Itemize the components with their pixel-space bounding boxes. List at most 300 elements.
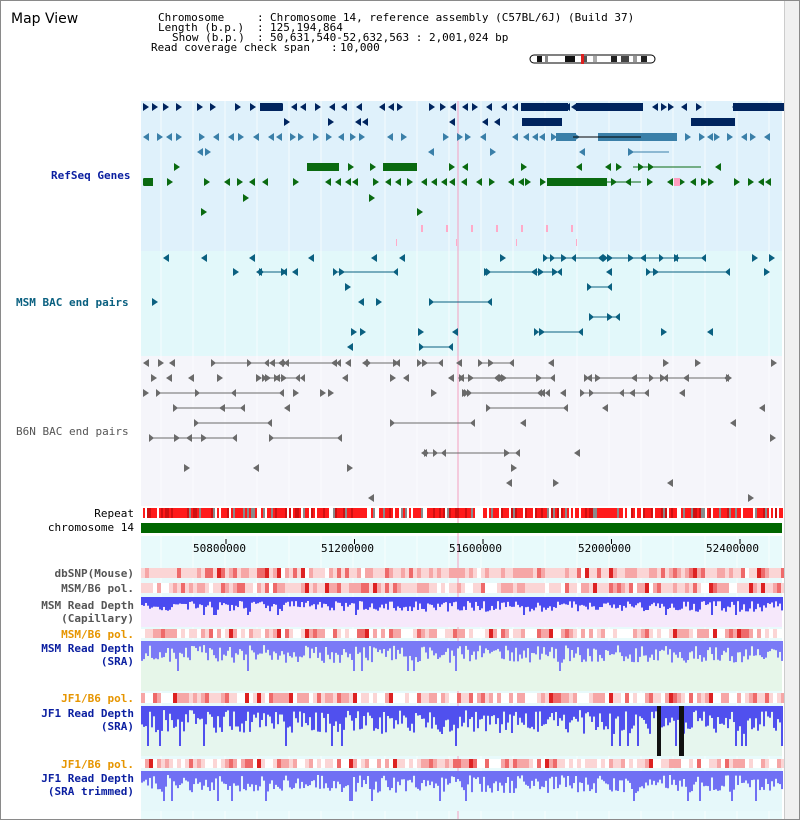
polymorphism-cell — [465, 583, 469, 593]
polymorphism-cell — [149, 629, 153, 638]
polymorphism-cell — [173, 759, 177, 768]
depth-bar — [733, 641, 735, 662]
depth-bar — [631, 771, 633, 789]
depth-bar — [543, 641, 545, 647]
depth-bar — [715, 771, 717, 789]
depth-bar — [609, 597, 611, 605]
depth-bar — [733, 771, 735, 790]
polymorphism-cell — [301, 693, 305, 703]
depth-bar — [573, 706, 575, 717]
polymorphism-cell — [189, 629, 193, 638]
depth-bar — [607, 706, 609, 729]
polymorphism-cell — [409, 629, 413, 638]
polymorphism-cell — [373, 629, 377, 638]
polymorphism-cell — [365, 759, 369, 768]
polymorphism-cell — [757, 629, 761, 638]
depth-bar — [349, 706, 351, 715]
depth-bar — [175, 597, 177, 604]
polymorphism-cell — [333, 693, 337, 703]
depth-bar — [283, 706, 285, 722]
repeat-segment — [375, 508, 377, 518]
repeat-segment — [745, 508, 747, 518]
repeat-segment — [479, 508, 481, 518]
depth-bar — [729, 706, 731, 719]
polymorphism-cell — [305, 693, 309, 703]
repeat-segment — [455, 508, 457, 518]
polymorphism-cell — [565, 568, 569, 578]
repeat-segment — [189, 508, 191, 518]
depth-bar — [741, 641, 743, 662]
depth-bar — [361, 771, 363, 787]
depth-bar — [779, 641, 781, 652]
depth-bar — [289, 771, 291, 787]
depth-bar — [259, 641, 261, 653]
depth-bar — [307, 706, 309, 725]
depth-bar — [759, 597, 761, 607]
depth-bar — [481, 771, 483, 792]
depth-bar — [669, 597, 671, 608]
depth-bar — [525, 771, 527, 785]
polymorphism-cell — [549, 568, 553, 578]
depth-bar — [415, 597, 417, 602]
depth-bar — [485, 771, 487, 792]
depth-bar — [723, 641, 725, 651]
polymorphism-cell — [613, 693, 617, 703]
depth-bar — [703, 597, 705, 601]
repeat-segment — [491, 508, 493, 518]
depth-bar — [615, 771, 617, 790]
polymorphism-cell — [709, 568, 713, 578]
polymorphism-cell — [361, 568, 365, 578]
polymorphism-cell — [721, 759, 725, 768]
polymorphism-cell — [321, 759, 325, 768]
depth-bar — [397, 706, 399, 724]
repeat-segment — [497, 508, 499, 518]
depth-bar — [321, 641, 323, 661]
depth-bar — [751, 597, 753, 601]
polymorphism-cell — [685, 629, 689, 638]
depth-bar — [199, 771, 201, 782]
repeat-segment — [361, 508, 363, 518]
polymorphism-cell — [497, 759, 501, 768]
depth-bar — [687, 641, 689, 660]
depth-bar — [205, 641, 207, 653]
depth-bar — [213, 597, 215, 615]
polymorphism-cell — [313, 759, 317, 768]
depth-bar — [711, 641, 713, 654]
repeat-segment — [501, 508, 503, 518]
depth-bar — [429, 597, 431, 604]
depth-bar — [423, 597, 425, 609]
depth-bar — [235, 597, 237, 606]
depth-bar — [401, 597, 403, 610]
polymorphism-cell — [229, 759, 233, 768]
depth-bar — [385, 706, 387, 732]
depth-bar — [611, 706, 613, 746]
depth-bar — [265, 641, 267, 653]
depth-bar — [527, 641, 529, 648]
polymorphism-cell — [693, 583, 697, 593]
depth-bar — [583, 641, 585, 660]
repeat-segment — [271, 508, 273, 518]
polymorphism-cell — [625, 583, 629, 593]
depth-bar — [259, 706, 261, 727]
depth-bar — [457, 597, 459, 609]
depth-bar — [477, 597, 479, 606]
depth-bar — [157, 597, 159, 607]
depth-bar — [179, 641, 181, 653]
depth-bar — [749, 706, 751, 718]
depth-bar — [455, 597, 457, 602]
repeat-segment — [305, 508, 307, 518]
depth-bar — [277, 706, 279, 724]
polymorphism-cell — [481, 759, 485, 768]
polymorphism-cell — [585, 583, 589, 593]
depth-bar — [539, 641, 541, 660]
polymorphism-cell — [213, 583, 217, 593]
info-separator: : — [257, 11, 264, 24]
depth-bar — [205, 706, 207, 724]
depth-bar — [329, 771, 331, 791]
depth-bar — [495, 641, 497, 650]
polymorphism-cell — [441, 583, 445, 593]
depth-bar — [267, 641, 269, 650]
depth-bar — [549, 771, 551, 778]
depth-bar — [739, 771, 741, 776]
depth-bar — [245, 641, 247, 655]
polymorphism-cell — [641, 759, 645, 768]
depth-bar — [449, 597, 451, 603]
repeat-segment — [253, 508, 255, 518]
polymorphism-cell — [717, 759, 721, 768]
depth-bar — [749, 771, 751, 787]
depth-bar — [431, 597, 433, 605]
track-label-refseq[interactable]: RefSeq Genes — [51, 169, 131, 182]
depth-bar — [373, 641, 375, 647]
polymorphism-cell — [481, 568, 485, 578]
depth-bar — [269, 597, 271, 611]
polymorphism-cell — [721, 583, 725, 593]
depth-bar — [543, 597, 545, 608]
gene-block — [521, 103, 568, 111]
depth-bar — [297, 706, 299, 723]
polymorphism-cell — [569, 629, 573, 638]
depth-bar — [251, 771, 253, 784]
depth-bar — [597, 597, 599, 610]
repeat-segment — [201, 508, 203, 518]
repeat-segment — [233, 508, 235, 518]
polymorphism-cell — [433, 583, 437, 593]
polymorphism-cell — [541, 759, 545, 768]
polymorphism-cell — [605, 629, 609, 638]
repeat-segment — [313, 508, 315, 518]
depth-bar — [609, 641, 611, 655]
polymorphism-cell — [493, 759, 497, 768]
polymorphism-cell — [533, 583, 537, 593]
polymorphism-cell — [729, 629, 733, 638]
depth-bar — [183, 771, 185, 778]
polymorphism-cell — [665, 759, 669, 768]
polymorphism-cell — [401, 629, 405, 638]
depth-bar — [577, 641, 579, 647]
polymorphism-cell — [605, 568, 609, 578]
depth-bar — [645, 706, 647, 724]
depth-bar — [443, 597, 445, 603]
depth-bar — [369, 771, 371, 789]
polymorphism-cell — [533, 759, 537, 768]
depth-bar — [421, 706, 423, 719]
depth-bar — [673, 597, 675, 608]
track-label-b6n-bac[interactable]: B6N BAC end pairs — [16, 425, 129, 438]
depth-bar — [627, 641, 629, 659]
polymorphism-cell — [177, 693, 181, 703]
depth-bar — [611, 771, 613, 791]
repeat-segment — [219, 508, 221, 518]
repeat-segment — [405, 508, 407, 518]
depth-bar — [755, 706, 757, 718]
depth-bar — [415, 641, 417, 657]
polymorphism-cell — [469, 629, 473, 638]
depth-bar — [157, 641, 159, 659]
repeat-segment — [279, 508, 281, 518]
polymorphism-cell — [497, 693, 501, 703]
polymorphism-cell — [277, 693, 281, 703]
depth-bar — [209, 597, 211, 602]
depth-bar — [701, 706, 703, 721]
polymorphism-cell — [741, 693, 745, 703]
polymorphism-cell — [753, 629, 757, 638]
polymorphism-cell — [417, 693, 421, 703]
depth-bar — [341, 597, 343, 606]
depth-bar — [751, 641, 753, 646]
depth-bar — [561, 597, 563, 604]
depth-bar — [325, 597, 327, 604]
depth-bar — [491, 641, 493, 652]
repeat-segment — [641, 508, 643, 518]
depth-bar — [661, 706, 663, 727]
depth-bar — [629, 597, 631, 604]
depth-bar — [737, 597, 739, 601]
depth-bar — [597, 706, 599, 727]
polymorphism-cell — [713, 693, 717, 703]
depth-bar — [733, 597, 735, 605]
repeat-segment — [181, 508, 183, 518]
depth-bar — [657, 771, 659, 782]
depth-bar — [287, 771, 289, 781]
depth-bar — [513, 641, 515, 661]
polymorphism-cell — [433, 693, 437, 703]
polymorphism-cell — [437, 583, 441, 593]
repeat-segment — [463, 508, 465, 518]
polymorphism-cell — [633, 568, 637, 578]
depth-bar — [707, 706, 709, 726]
depth-bar — [271, 597, 273, 606]
repeat-segment — [471, 508, 473, 518]
depth-bar — [281, 597, 283, 611]
vertical-scrollbar[interactable] — [784, 1, 800, 819]
depth-bar — [649, 771, 651, 779]
polymorphism-cell — [313, 693, 317, 703]
polymorphism-cell — [553, 629, 557, 638]
depth-bar — [451, 597, 453, 606]
repeat-segment — [533, 508, 535, 518]
depth-bar — [465, 706, 467, 710]
depth-bar — [393, 641, 395, 646]
depth-bar — [727, 641, 729, 648]
polymorphism-cell — [509, 583, 513, 593]
depth-bar — [757, 771, 759, 780]
depth-bar — [603, 641, 605, 661]
depth-bar — [667, 641, 669, 655]
polymorphism-cell — [601, 583, 605, 593]
polymorphism-cell — [405, 759, 409, 768]
repeat-segment — [215, 508, 217, 518]
track-label-msm-depth-sra-sub: (SRA) — [100, 655, 134, 668]
polymorphism-cell — [677, 583, 681, 593]
repeat-segment — [229, 508, 231, 518]
depth-bar — [771, 771, 773, 781]
polymorphism-cell — [425, 583, 429, 593]
polymorphism-cell — [269, 629, 273, 638]
depth-bar — [173, 641, 175, 653]
polymorphism-cell — [449, 629, 453, 638]
depth-bar — [483, 771, 485, 777]
depth-bar — [541, 706, 543, 726]
depth-bar — [219, 597, 221, 602]
depth-bar — [295, 597, 297, 601]
depth-bar — [309, 771, 311, 785]
repeat-segment — [395, 508, 397, 518]
repeat-segment — [769, 508, 771, 518]
polymorphism-cell — [561, 629, 565, 638]
polymorphism-cell — [533, 568, 537, 578]
polymorphism-cell — [249, 759, 253, 768]
depth-bar — [411, 771, 413, 782]
polymorphism-cell — [165, 629, 169, 638]
polymorphism-cell — [389, 629, 393, 638]
polymorphism-cell — [381, 629, 385, 638]
depth-bar — [781, 597, 783, 610]
repeat-segment — [631, 508, 633, 518]
depth-bar — [151, 641, 153, 658]
depth-bar — [395, 597, 397, 611]
polymorphism-cell — [521, 629, 525, 638]
polymorphism-cell — [745, 583, 749, 593]
depth-bar — [593, 706, 595, 717]
depth-bar — [663, 641, 665, 651]
repeat-segment — [629, 508, 631, 518]
repeat-segment — [691, 508, 693, 518]
repeat-segment — [209, 508, 211, 518]
polymorphism-cell — [433, 759, 437, 768]
depth-bar — [367, 771, 369, 776]
repeat-segment — [477, 508, 479, 518]
polymorphism-cell — [185, 583, 189, 593]
depth-bar — [547, 771, 549, 793]
depth-bar — [567, 641, 569, 648]
depth-bar — [299, 706, 301, 712]
polymorphism-cell — [709, 693, 713, 703]
depth-bar — [761, 641, 763, 657]
depth-bar — [715, 597, 717, 606]
depth-bar — [221, 597, 223, 605]
depth-bar — [537, 706, 539, 732]
repeat-segment — [473, 508, 475, 518]
depth-bar — [501, 597, 503, 603]
polymorphism-cell — [537, 568, 541, 578]
depth-bar — [369, 597, 371, 607]
polymorphism-cell — [305, 583, 309, 593]
depth-bar — [747, 597, 749, 611]
polymorphism-cell — [717, 629, 721, 638]
depth-bar — [655, 641, 657, 649]
polymorphism-cell — [745, 568, 749, 578]
depth-bar — [553, 641, 555, 658]
depth-bar — [473, 771, 475, 778]
depth-bar — [197, 641, 199, 651]
repeat-segment — [241, 508, 243, 518]
polymorphism-cell — [217, 693, 221, 703]
polymorphism-cell — [673, 693, 677, 703]
depth-bar — [505, 641, 507, 646]
repeat-segment — [581, 508, 583, 518]
polymorphism-cell — [261, 759, 265, 768]
depth-bar — [301, 597, 303, 602]
depth-bar — [389, 641, 391, 648]
depth-bar — [769, 597, 771, 604]
depth-bar — [745, 771, 747, 780]
depth-bar — [353, 641, 355, 671]
polymorphism-cell — [549, 693, 553, 703]
polymorphism-cell — [761, 629, 765, 638]
polymorphism-cell — [761, 568, 765, 578]
depth-bar — [545, 706, 547, 724]
depth-bar — [303, 706, 305, 713]
depth-bar — [363, 641, 365, 647]
repeat-segment — [157, 508, 159, 518]
depth-bar — [255, 771, 257, 785]
depth-bar — [729, 771, 731, 792]
depth-bar — [235, 706, 237, 726]
depth-bar — [239, 597, 241, 601]
depth-bar — [583, 597, 585, 606]
depth-bar — [393, 706, 395, 729]
depth-bar — [225, 771, 227, 784]
depth-bar — [723, 771, 725, 786]
repeat-segment — [183, 508, 185, 518]
repeat-segment — [413, 508, 415, 518]
depth-bar — [563, 597, 565, 604]
depth-bar — [273, 706, 275, 729]
depth-bar — [263, 641, 265, 645]
repeat-segment — [145, 508, 147, 518]
depth-bar — [427, 597, 429, 603]
depth-bar — [445, 771, 447, 779]
track-label-msm-b6-pol-2: MSM/B6 pol. — [61, 628, 134, 641]
depth-bar — [773, 771, 775, 787]
depth-bar — [773, 597, 775, 607]
depth-bar — [167, 706, 169, 731]
depth-bar — [237, 706, 239, 726]
track-label-msm-bac[interactable]: MSM BAC end pairs — [16, 296, 129, 309]
polymorphism-cell — [385, 693, 389, 703]
depth-bar — [341, 641, 343, 655]
depth-bar — [593, 641, 595, 649]
depth-bar — [723, 597, 725, 608]
repeat-segment — [755, 508, 757, 518]
depth-bar — [225, 706, 227, 712]
repeat-segment — [237, 508, 239, 518]
